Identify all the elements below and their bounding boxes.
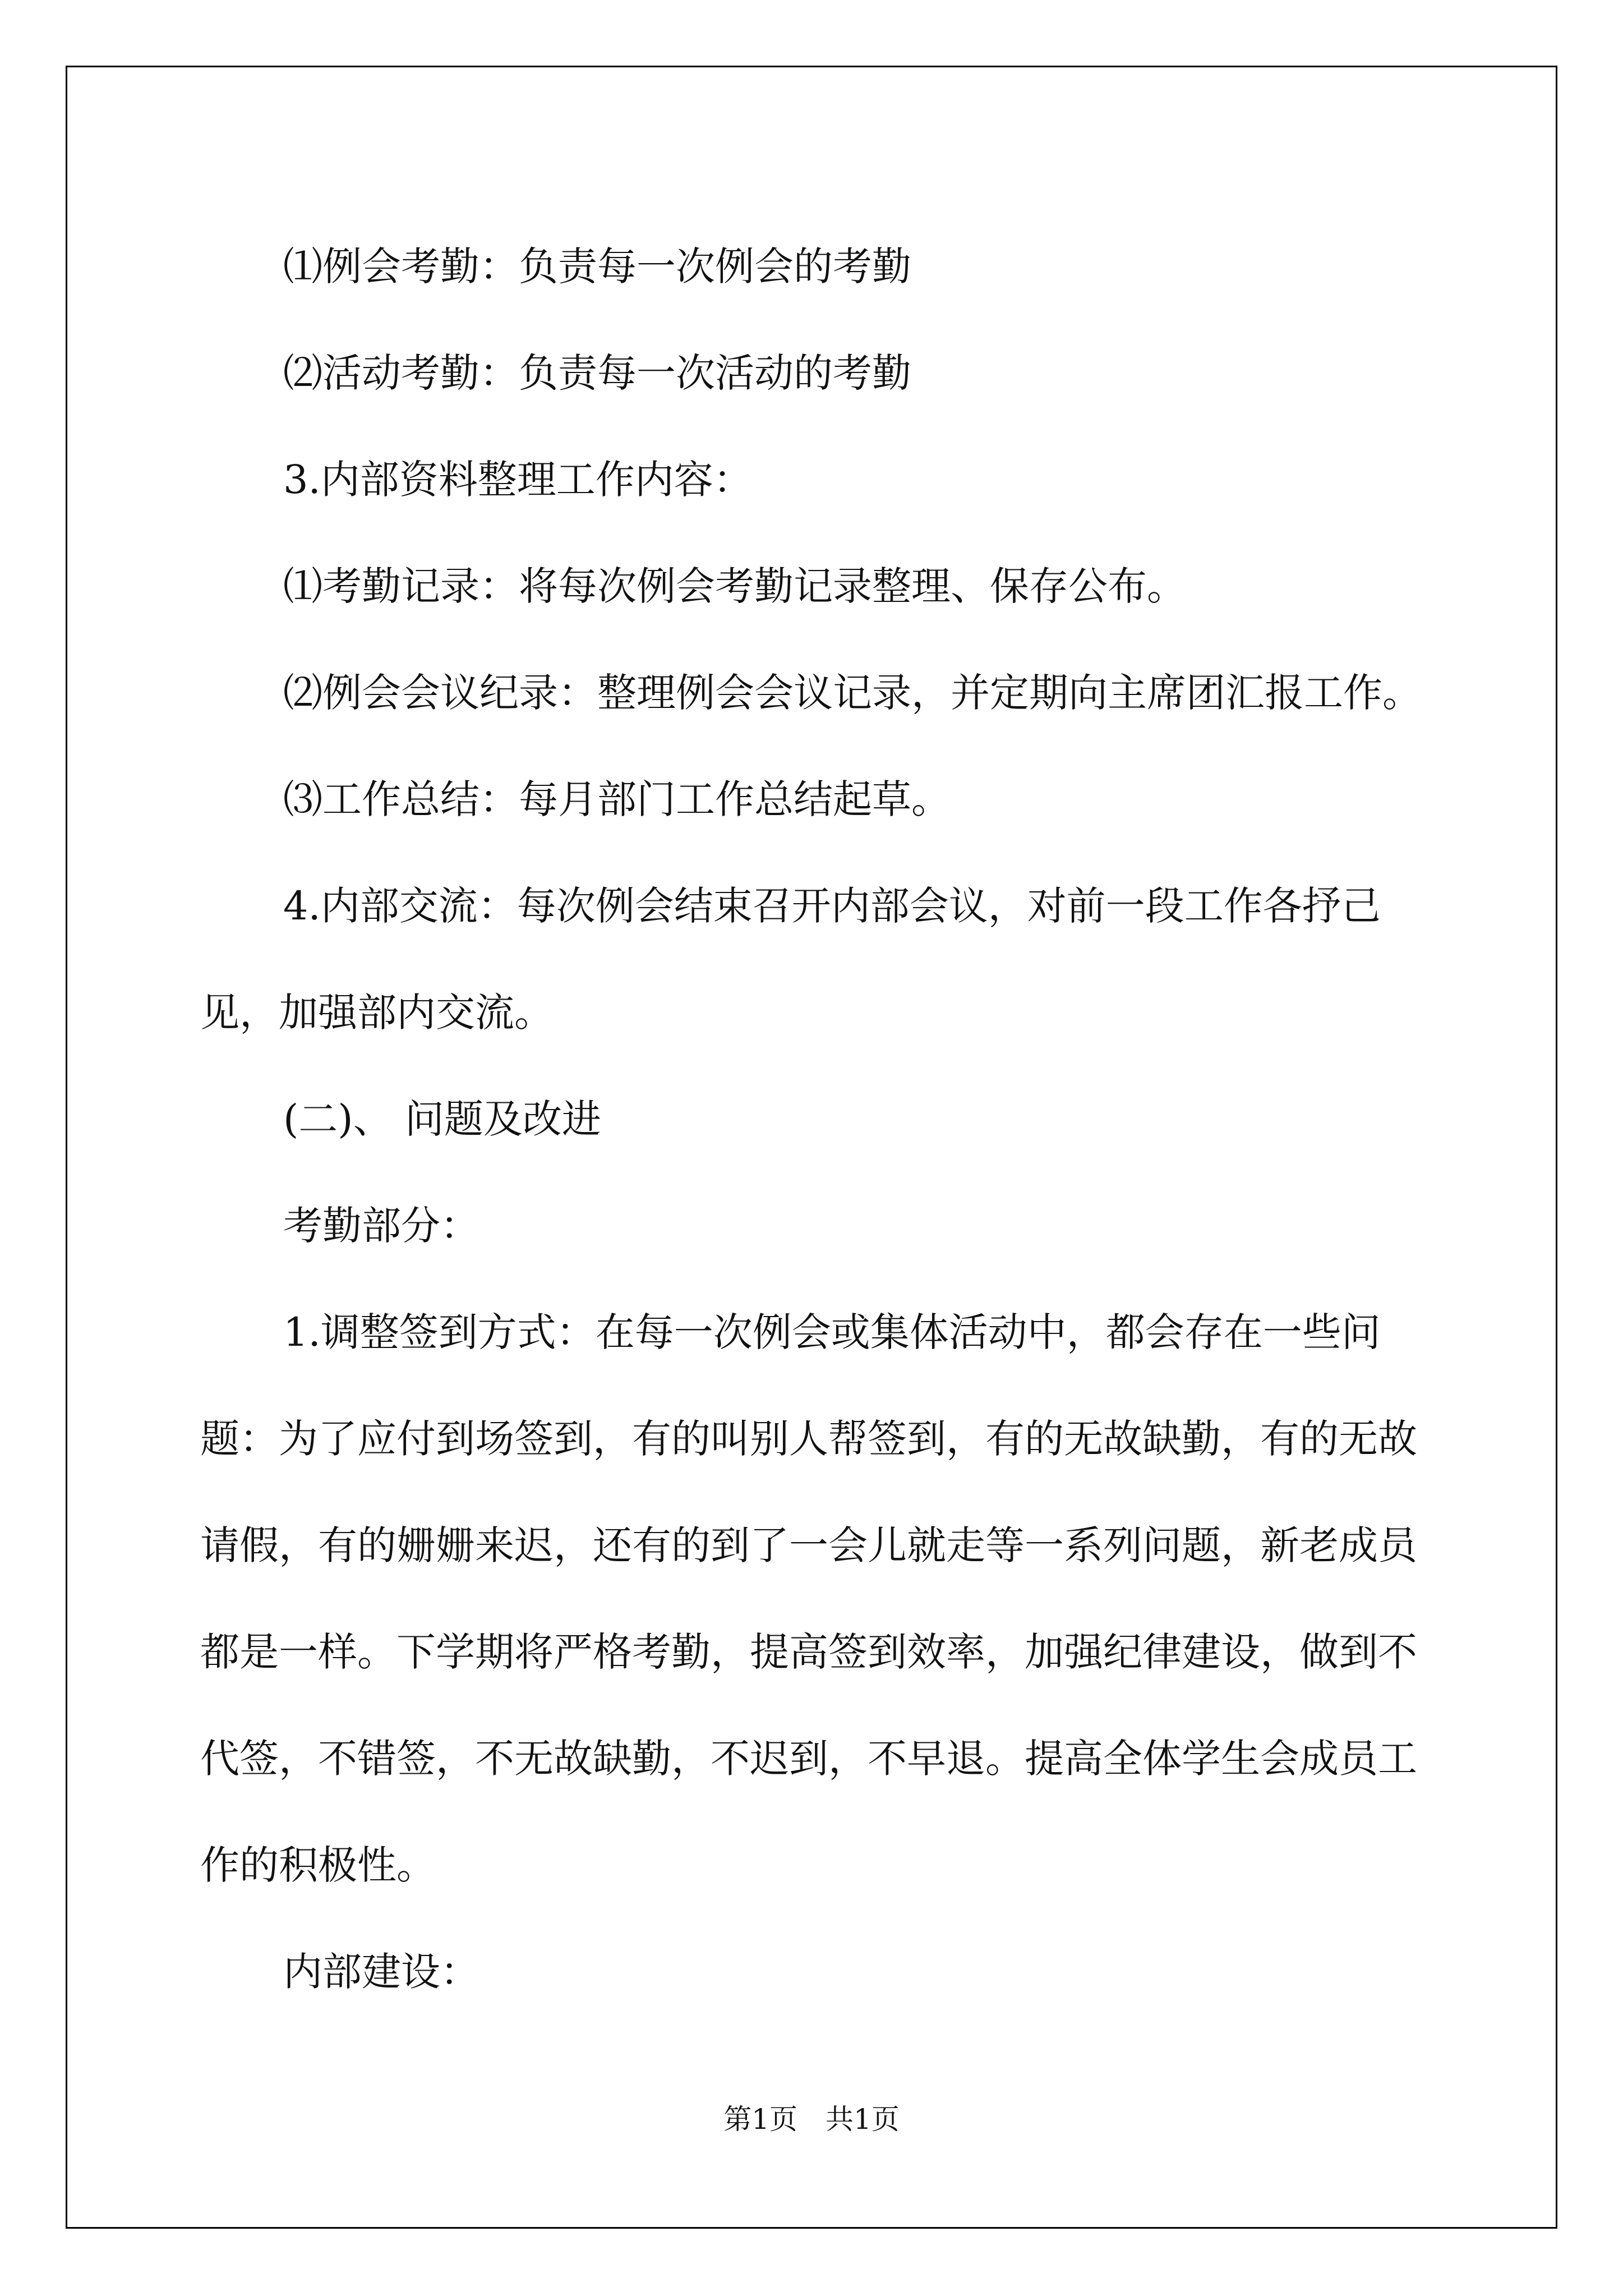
paragraph-meeting-minutes: ⑵例会会议纪录：整理例会会议记录，并定期向主席团汇报工作。 bbox=[283, 670, 1422, 716]
subheading-internal-construction: 内部建设： bbox=[283, 1949, 479, 1995]
paragraph-activity-attendance: ⑵活动考勤：负责每一次活动的考勤 bbox=[283, 350, 911, 396]
paragraph-work-summary: ⑶工作总结：每月部门工作总结起草。 bbox=[283, 776, 951, 822]
paragraph-meeting-attendance: ⑴例会考勤：负责每一次例会的考勤 bbox=[283, 243, 911, 289]
section-heading-problems: (二)、 问题及改进 bbox=[283, 1096, 601, 1142]
paragraph-attendance-records: ⑴考勤记录：将每次例会考勤记录整理、保存公布。 bbox=[283, 563, 1186, 609]
paragraph-sign-in-adjustment: 1.调整签到方式：在每一次例会或集体活动中，都会存在一些问题：为了应付到场签到，有的叫别人帮签到，有的无故缺勤，有的无故请假，有的姗姗来迟，还有的到了一会儿就走等一系列问题，新老成员都是一样。下学期将严格考勤，提高签到效率，加强纪律建设，做到不代签，不错签，不无故缺勤，不迟到，不早退。提高全体学生会成员工作的积极性。 bbox=[200, 1309, 1417, 1888]
paragraph-internal-docs-heading: 3.内部资料整理工作内容： bbox=[283, 457, 753, 503]
page-number-footer: 第1页 共1页 bbox=[723, 2103, 900, 2136]
paragraph-internal-communication: 4.内部交流：每次例会结束召开内部会议，对前一段工作各抒己见，加强部内交流。 bbox=[200, 883, 1381, 1036]
document-body bbox=[200, 213, 1423, 2025]
subheading-attendance: 考勤部分： bbox=[283, 1203, 479, 1249]
